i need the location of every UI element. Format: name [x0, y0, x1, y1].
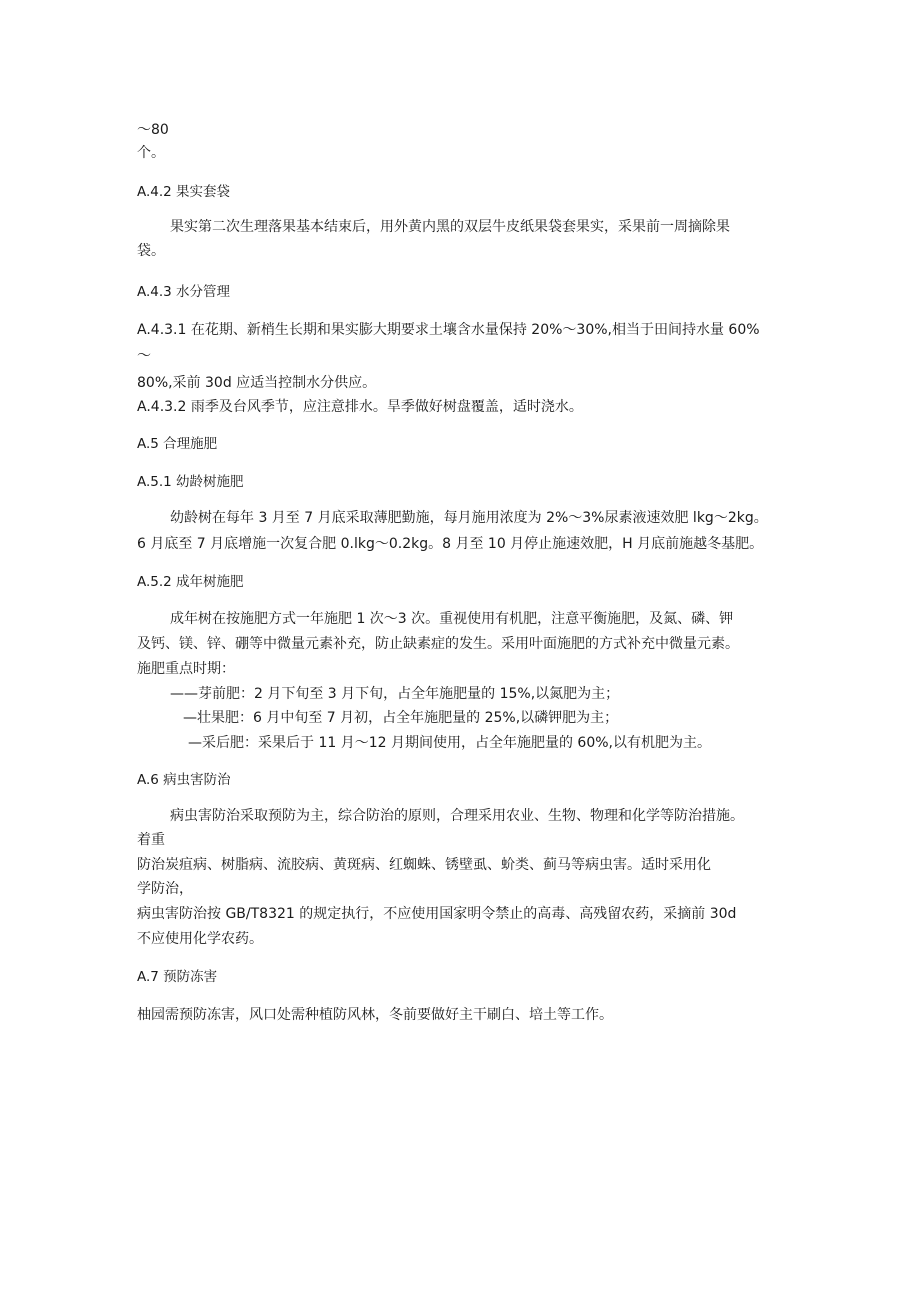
paragraph-line: 〜 — [137, 348, 151, 364]
paragraph-line: 80%,采前 30d 应适当控制水分供应。 — [137, 375, 377, 391]
paragraph-line: 施肥重点时期： — [137, 661, 235, 677]
paragraph-line: 柚园需预防冻害，风口处需种植防风林，冬前要做好主干刷白、培土等工作。 — [137, 1007, 613, 1023]
paragraph-line: 成年树在按施肥方式一年施肥 1 次～3 次。重视使用有机肥，注意平衡施肥，及氮、磷、钾 — [170, 611, 734, 627]
section-heading: A.7 预防冻害 — [137, 969, 218, 985]
list-item: —壮果肥：6 月中旬至 7 月初，占全年施肥量的 25%,以磷钾肥为主； — [183, 710, 619, 726]
section-heading: A.5.2 成年树施肥 — [137, 574, 244, 590]
paragraph-line: 防治炭疽病、树脂病、流胶病、黄斑病、红蜘蛛、锈壁虱、蚧类、蓟马等病虫害。适时采用化 — [137, 857, 711, 873]
paragraph-line: 病虫害防治采取预防为主，综合防治的原则，合理采用农业、生物、物理和化学等防治措施。 — [170, 808, 744, 824]
section-heading: A.5 合理施肥 — [137, 436, 218, 452]
paragraph-line: 及钙、镁、锌、硼等中微量元素补充，防止缺素症的发生。采用叶面施肥的方式补充中微量元素。 — [137, 636, 739, 652]
text-line: 个。 — [137, 145, 165, 161]
text-line: ～80 — [137, 122, 169, 138]
section-heading: A.5.1 幼龄树施肥 — [137, 474, 244, 490]
paragraph-line: A.4.3.2 雨季及台风季节，应注意排水。旱季做好树盘覆盖，适时浇水。 — [137, 399, 583, 415]
paragraph-line: 6 月底至 7 月底增施一次复合肥 0.lkg〜0.2kg。8 月至 10 月停止施速效肥，H 月底前施越冬基肥。 — [137, 536, 764, 552]
list-item: —采后肥：采果后于 11 月～12 月期间使用，占全年施肥量的 60%,以有机肥为主。 — [188, 735, 711, 751]
paragraph-line: 着重 — [137, 832, 165, 848]
paragraph-line: 学防治， — [137, 881, 193, 897]
paragraph-line: 果实第二次生理落果基本结束后，用外黄内黑的双层牛皮纸果袋套果实，采果前一周摘除果 — [170, 219, 730, 235]
paragraph-line: A.4.3.1 在花期、新梢生长期和果实膨大期要求土壤含水量保持 20%〜30%,相当于田间持水量 60% — [137, 322, 760, 338]
paragraph-line: 不应使用化学农药。 — [137, 931, 263, 947]
list-item: ——芽前肥：2 月下旬至 3 月下旬，占全年施肥量的 15%,以氮肥为主； — [170, 686, 620, 702]
section-heading: A.6 病虫害防治 — [137, 772, 231, 788]
paragraph-line: 幼龄树在每年 3 月至 7 月底采取薄肥勤施，每月施用浓度为 2%〜3%尿素液速效肥 lkg〜2kg。 — [170, 510, 768, 526]
section-heading: A.4.2 果实套袋 — [137, 184, 231, 200]
paragraph-line: 病虫害防治按 GB/T8321 的规定执行，不应使用国家明令禁止的高毒、高残留农药，采摘前 30d — [137, 906, 737, 922]
paragraph-line: 袋。 — [137, 243, 165, 259]
section-heading: A.4.3 水分管理 — [137, 284, 231, 300]
